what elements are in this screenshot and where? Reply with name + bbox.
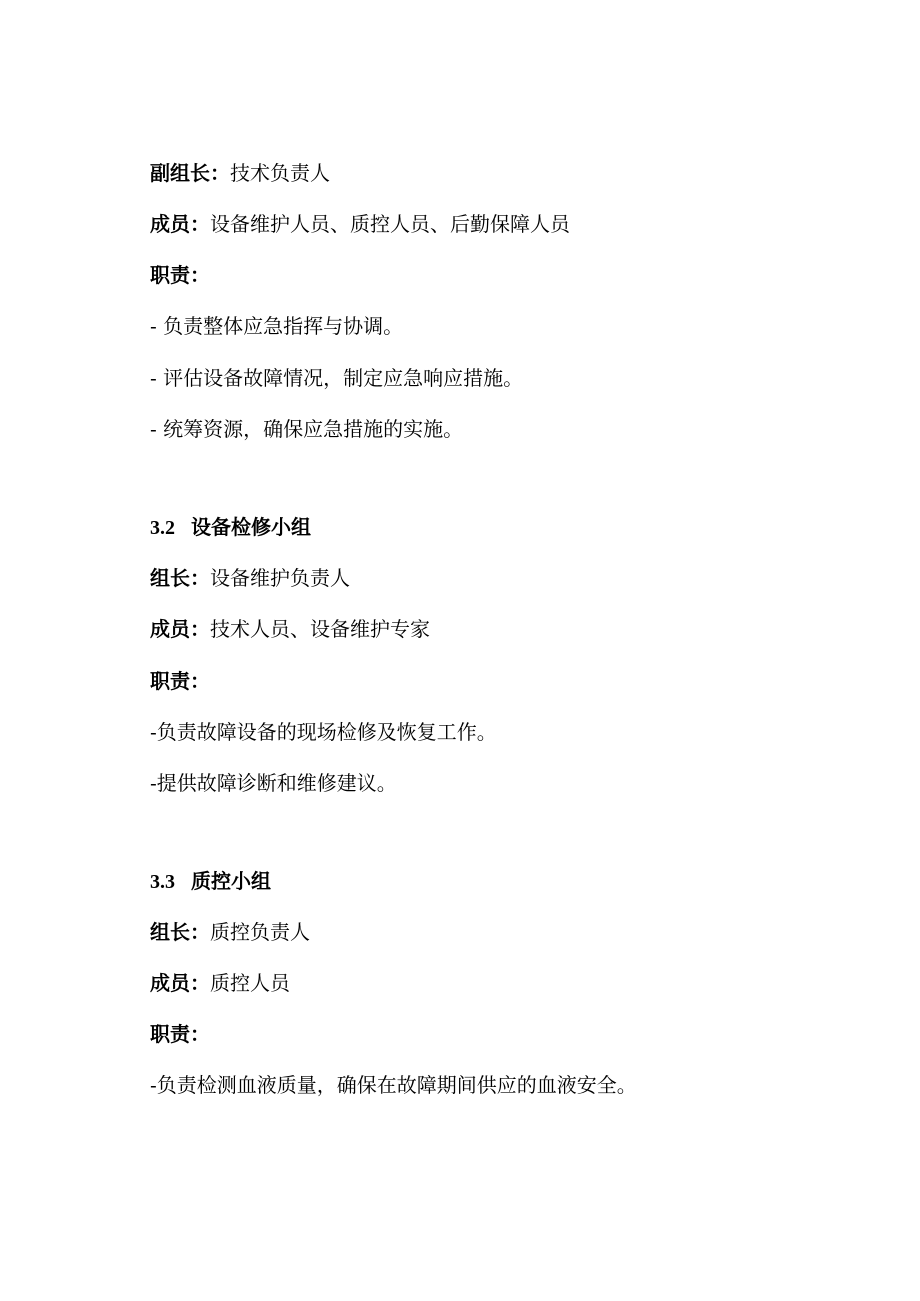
section-heading — [150, 869, 271, 894]
section-title: 设备检修小组 — [191, 515, 311, 539]
leader-line — [150, 920, 310, 944]
members-line — [150, 617, 430, 641]
deputy-leader-value: 技术负责人 — [230, 161, 330, 185]
duty-item: -负责检测血液质量，确保在故障期间供应的血液安全。 — [150, 1073, 637, 1097]
duties-label: 职责： — [150, 263, 210, 287]
members-label: 成员： — [150, 971, 210, 995]
section-heading — [150, 515, 311, 540]
deputy-leader-line — [150, 161, 330, 185]
members-value: 质控人员 — [210, 971, 290, 995]
duties-line — [150, 1022, 210, 1046]
members-value: 技术人员、设备维护专家 — [210, 617, 430, 641]
duties-label: 职责： — [150, 669, 210, 693]
duty-item: -负责故障设备的现场检修及恢复工作。 — [150, 720, 497, 744]
members-value: 设备维护人员、质控人员、后勤保障人员 — [210, 212, 570, 236]
leader-value: 设备维护负责人 — [210, 566, 350, 590]
duties-line — [150, 263, 210, 287]
duty-item: - 负责整体应急指挥与协调。 — [150, 314, 404, 338]
duty-item: - 统筹资源，确保应急措施的实施。 — [150, 417, 464, 441]
members-line — [150, 971, 290, 995]
duty-item: - 评估设备故障情况，制定应急响应措施。 — [150, 366, 524, 390]
section-title: 质控小组 — [191, 869, 271, 893]
section-number: 3.3 — [150, 871, 175, 893]
duties-line — [150, 669, 210, 693]
deputy-leader-label: 副组长： — [150, 161, 230, 185]
members-line — [150, 212, 570, 236]
section-number: 3.2 — [150, 517, 175, 539]
leader-label: 组长： — [150, 566, 210, 590]
duties-label: 职责： — [150, 1022, 210, 1046]
leader-line — [150, 566, 350, 590]
leader-label: 组长： — [150, 920, 210, 944]
duty-item: -提供故障诊断和维修建议。 — [150, 771, 397, 795]
members-label: 成员： — [150, 212, 210, 236]
members-label: 成员： — [150, 617, 210, 641]
leader-value: 质控负责人 — [210, 920, 310, 944]
